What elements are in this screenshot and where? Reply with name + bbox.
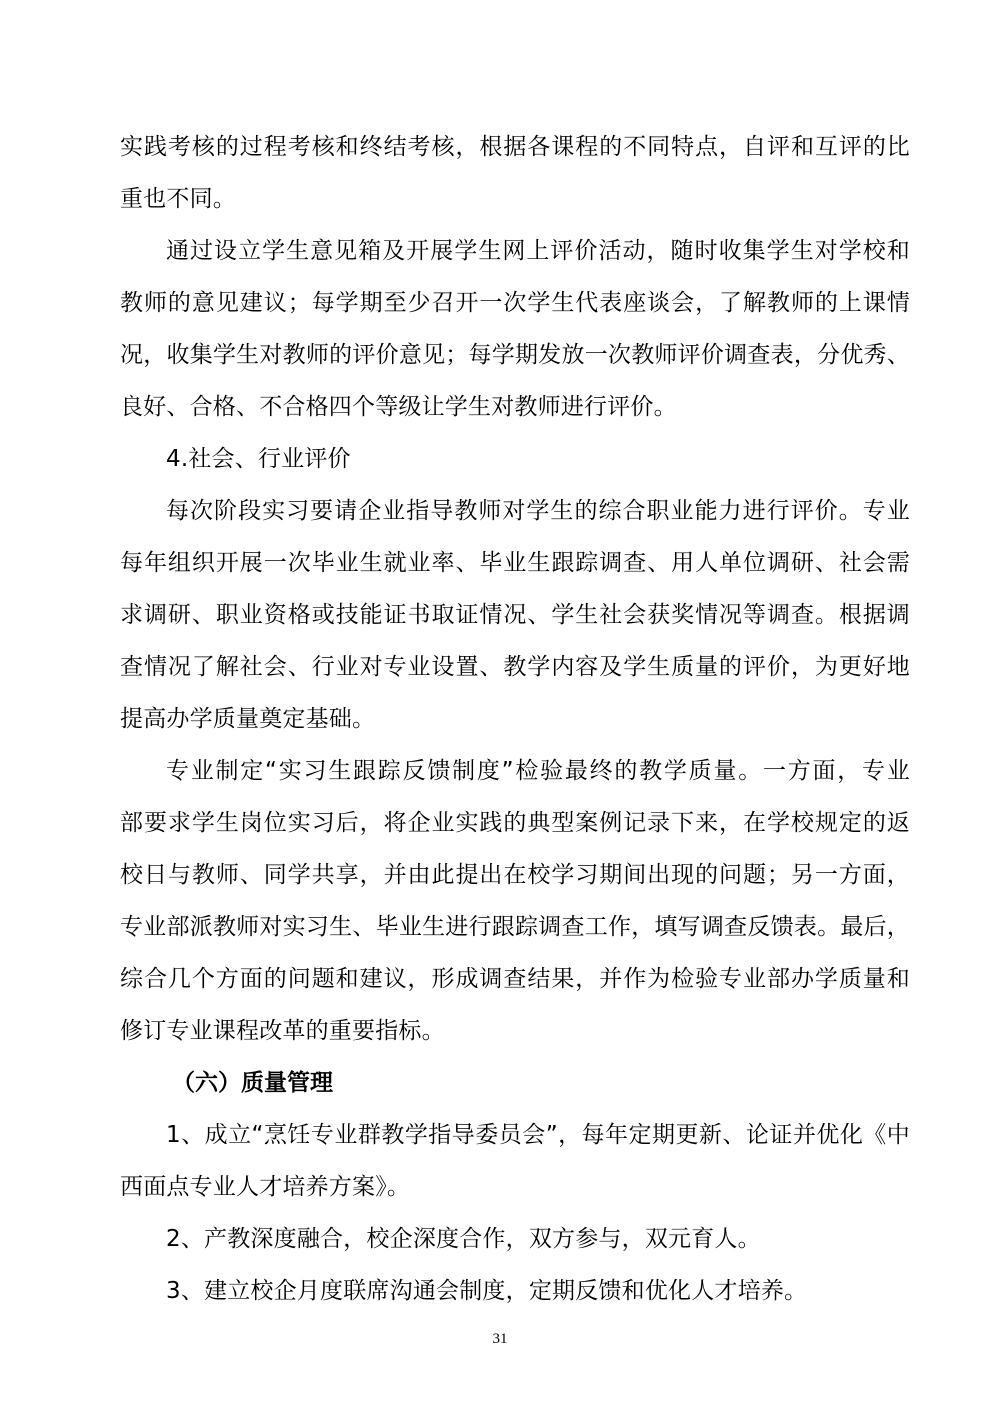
text-line: 实践考核的过程考核和终结考核，根据各课程的不同特点，自评和互评的比 [120, 134, 910, 160]
page-number: 31 [492, 1331, 508, 1347]
text-line: 2、产教深度融合，校企深度合作，双方参与，双元育人。 [166, 1226, 761, 1252]
text-line: 况，收集学生对教师的评价意见；每学期发放一次教师评价调查表，分优秀、 [120, 342, 910, 368]
section-subheading: 4.社会、行业评价 [166, 446, 351, 472]
text-line: 每年组织开展一次毕业生就业率、毕业生跟踪调查、用人单位调研、社会需 [120, 550, 910, 576]
text-line: 提高办学质量奠定基础。 [120, 706, 376, 732]
text-line: 校日与教师、同学共享，并由此提出在校学习期间出现的问题；另一方面， [120, 862, 910, 888]
text-line: 查情况了解社会、行业对专业设置、教学内容及学生质量的评价，为更好地 [120, 654, 910, 680]
text-line: 部要求学生岗位实习后，将企业实践的典型案例记录下来，在学校规定的返 [120, 810, 910, 836]
text-line: 专业制定“实习生跟踪反馈制度”检验最终的教学质量。一方面，专业 [166, 758, 910, 784]
text-line: 3、建立校企月度联席沟通会制度，定期反馈和优化人才培养。 [166, 1278, 808, 1304]
section-heading: （六）质量管理 [172, 1070, 333, 1096]
text-line: 教师的意见建议；每学期至少召开一次学生代表座谈会，了解教师的上课情 [120, 290, 910, 316]
text-line: 1、成立“烹饪专业群教学指导委员会”，每年定期更新、论证并优化《中 [166, 1122, 910, 1148]
text-line: 求调研、职业资格或技能证书取证情况、学生社会获奖情况等调查。根据调 [120, 602, 910, 628]
text-line: 专业部派教师对实习生、毕业生进行跟踪调查工作，填写调查反馈表。最后， [120, 914, 910, 940]
text-line: 综合几个方面的问题和建议，形成调查结果，并作为检验专业部办学质量和 [120, 966, 910, 992]
text-line: 良好、合格、不合格四个等级让学生对教师进行评价。 [120, 394, 677, 420]
text-line: 重也不同。 [120, 186, 236, 212]
text-line: 通过设立学生意见箱及开展学生网上评价活动，随时收集学生对学校和 [166, 238, 910, 264]
text-line: 每次阶段实习要请企业指导教师对学生的综合职业能力进行评价。专业 [166, 498, 910, 524]
text-line: 修订专业课程改革的重要指标。 [120, 1018, 445, 1044]
text-line: 西面点专业人才培养方案》。 [120, 1174, 411, 1200]
